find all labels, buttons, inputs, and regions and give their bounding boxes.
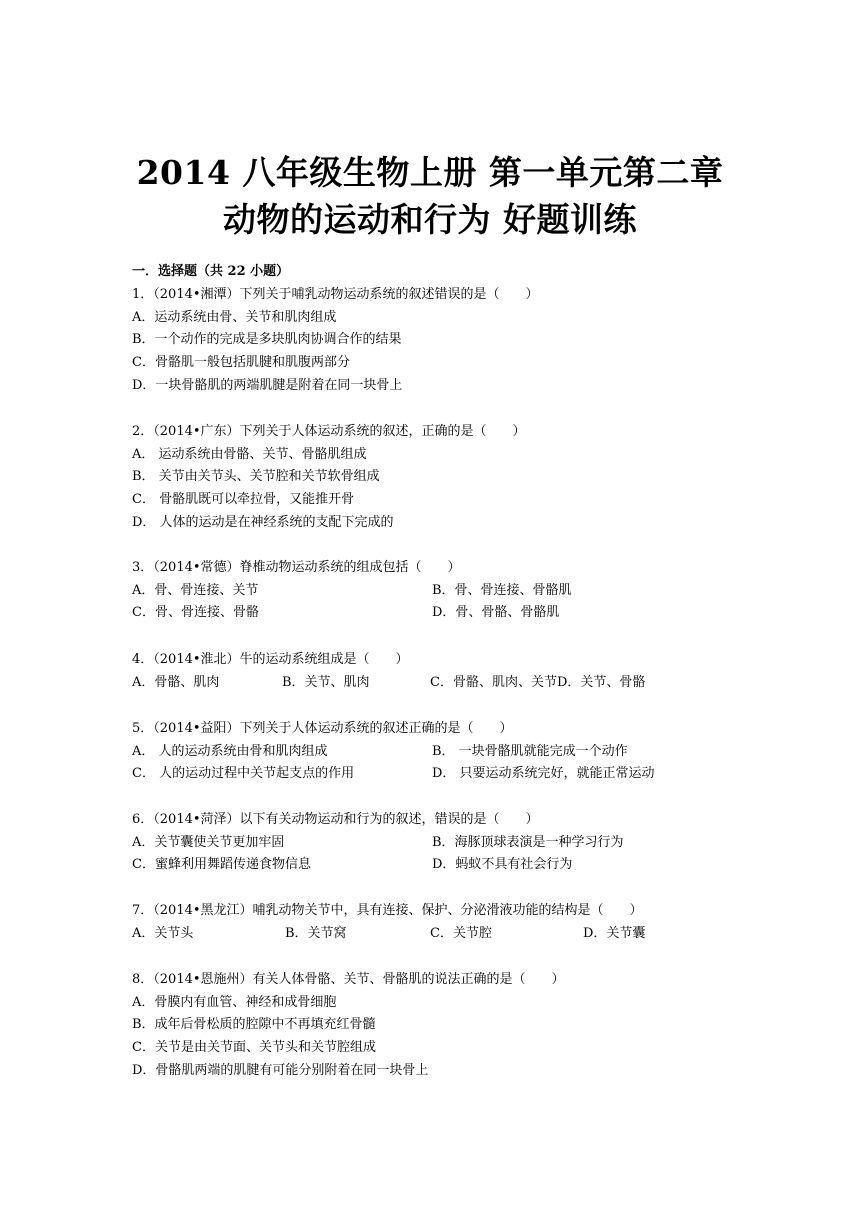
option-b: B． 一块骨骼肌就能完成一个动作 xyxy=(432,743,628,759)
question-8 xyxy=(132,969,772,1082)
option-b: B．骨、骨连接、骨骼肌 xyxy=(432,582,572,598)
options-row xyxy=(132,580,772,603)
option-c: C．骨骼、肌肉、关节 xyxy=(430,674,557,690)
document-title-line-1: 2014 八年级生物上册 第一单元第二章 xyxy=(136,153,724,192)
option-c: C． 骨骼肌既可以牵拉骨，又能推开骨 xyxy=(132,492,355,508)
option-d: D．关节、骨骼 xyxy=(556,674,646,690)
options-row xyxy=(132,763,772,786)
question-2 xyxy=(132,421,772,534)
option-a: A．运动系统由骨、关节和肌肉组成 xyxy=(132,309,337,325)
option-c: C． 人的运动过程中关节起支点的作用 xyxy=(132,766,355,782)
option-b: B．海豚顶球表演是一种学习行为 xyxy=(432,834,624,850)
option-d: D． 只要运动系统完好，就能正常运动 xyxy=(432,766,655,782)
question-stem: 3．（2014•常德）脊椎动物运动系统的组成包括（ ） xyxy=(132,560,461,575)
option-a: A．骨膜内有血管、神经和成骨细胞 xyxy=(132,994,337,1010)
question-stem: 7．（2014•黑龙江）哺乳动物关节中，具有连接、保护、分泌滑液功能的结构是（ ） xyxy=(132,903,643,918)
question-stem: 6．（2014•菏泽）以下有关动物运动和行为的叙述，错误的是（ ） xyxy=(132,812,539,827)
option-a: A． 运动系统由骨骼、关节、骨骼肌组成 xyxy=(132,446,367,462)
options-row xyxy=(132,832,772,855)
question-stem: 1．（2014•湘潭）下列关于哺乳动物运动系统的叙述错误的是（ ） xyxy=(132,287,539,302)
option-b: B．关节窝 xyxy=(285,925,347,941)
option-a: A．骨、骨连接、关节 xyxy=(132,582,259,598)
question-stem: 8．（2014•恩施州）有关人体骨骼、关节、骨骼肌的说法正确的是（ ） xyxy=(132,972,565,987)
question-6 xyxy=(132,809,772,877)
option-d: D． 人体的运动是在神经系统的支配下完成的 xyxy=(132,514,394,530)
option-b: B． 关节由关节头、关节腔和关节软骨组成 xyxy=(132,469,380,485)
question-stem: 2．（2014•广东）下列关于人体运动系统的叙述，正确的是（ ） xyxy=(132,424,526,439)
option-a: A．关节囊使关节更加牢固 xyxy=(132,834,285,850)
option-c: C．骨骼肌一般包括肌腱和肌腹两部分 xyxy=(132,355,350,371)
question-3 xyxy=(132,557,772,625)
options-row xyxy=(132,602,772,625)
option-b: B．一个动作的完成是多块肌肉协调合作的结果 xyxy=(132,332,402,348)
option-d: D．骨、骨骼、骨骼肌 xyxy=(432,605,560,621)
question-stem: 5．（2014•益阳）下列关于人体运动系统的叙述正确的是（ ） xyxy=(132,721,513,736)
option-c: C．骨、骨连接、骨骼 xyxy=(132,605,259,621)
question-4 xyxy=(132,649,772,694)
options-row xyxy=(132,672,772,695)
option-b: B．成年后骨松质的腔隙中不再填充红骨髓 xyxy=(132,1017,376,1033)
option-a: A． 人的运动系统由骨和肌肉组成 xyxy=(132,743,328,759)
options-row xyxy=(132,923,772,946)
option-d: D．一块骨骼肌的两端肌腱是附着在同一块骨上 xyxy=(132,377,403,393)
option-c: C．关节是由关节面、关节头和关节腔组成 xyxy=(132,1040,376,1056)
question-7 xyxy=(132,900,772,945)
question-stem: 4．（2014•淮北）牛的运动系统组成是（ ） xyxy=(132,652,409,667)
option-c: C．蜜蜂利用舞蹈传递食物信息 xyxy=(132,857,311,873)
options-row xyxy=(132,854,772,877)
section-heading: 一．选择题（共 22 小题） xyxy=(132,264,290,279)
question-5 xyxy=(132,718,772,786)
document-title-line-2: 动物的运动和行为 好题训练 xyxy=(223,200,637,239)
option-d: D．关节囊 xyxy=(583,925,646,941)
option-a: A．骨骼、肌肉 xyxy=(132,674,220,690)
option-b: B．关节、肌肉 xyxy=(282,674,370,690)
option-c: C．关节腔 xyxy=(430,925,492,941)
option-a: A．关节头 xyxy=(132,925,194,941)
question-1 xyxy=(132,284,772,397)
option-d: D．蚂蚁不具有社会行为 xyxy=(432,857,573,873)
options-row xyxy=(132,741,772,764)
option-d: D．骨骼肌两端的肌腱有可能分别附着在同一块骨上 xyxy=(132,1062,429,1078)
